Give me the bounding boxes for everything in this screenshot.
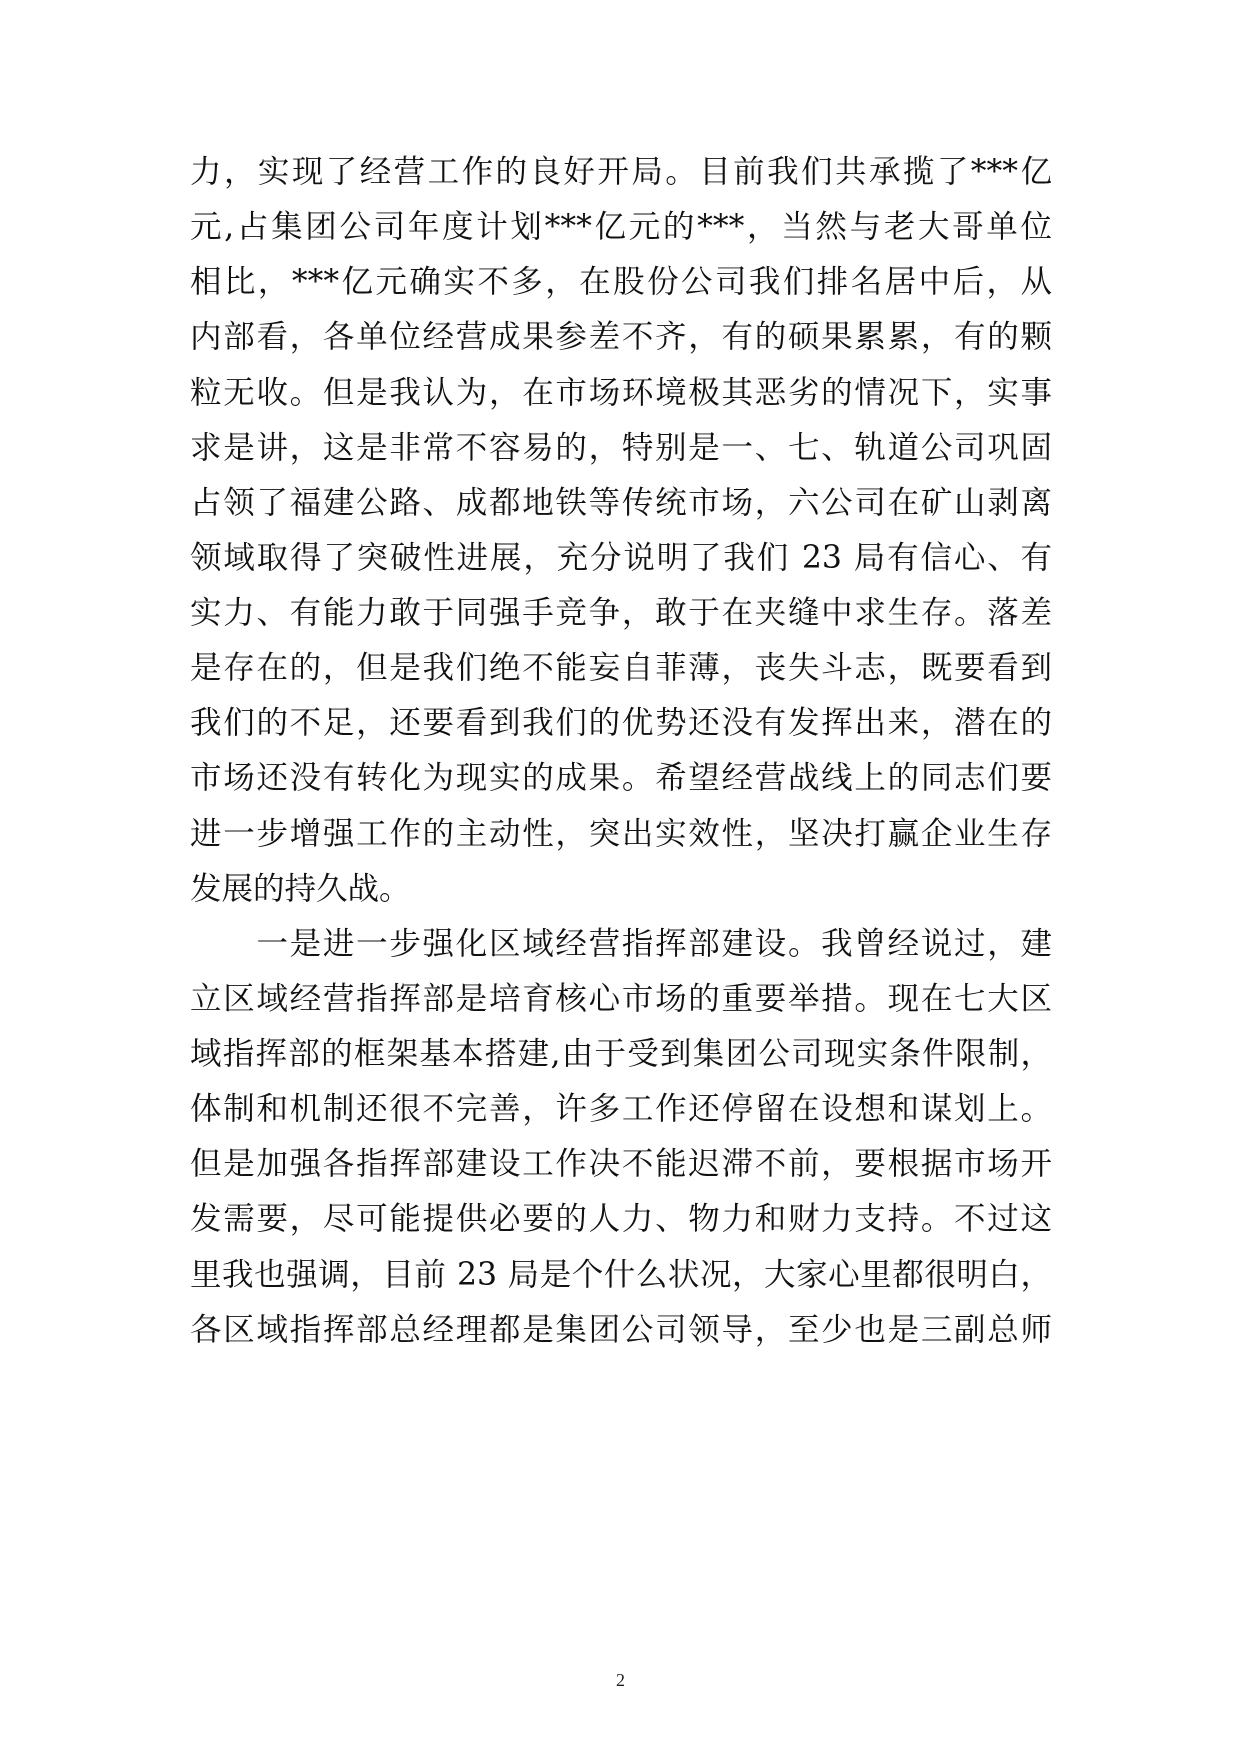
text-line: 领域取得了突破性进展，充分说明了我们 23 局有信心、有 bbox=[190, 540, 1052, 576]
text-line: 一是进一步强化区域经营指挥部建设。我曾经说过，建 bbox=[190, 926, 1052, 962]
text-line: 但是加强各指挥部建设工作决不能迟滞不前，要根据市场开 bbox=[190, 1146, 1052, 1182]
text-line: 实力、有能力敢于同强手竞争，敢于在夹缝中求生存。落差 bbox=[190, 595, 1052, 631]
text-line: 元,占集团公司年度计划***亿元的***，当然与老大哥单位 bbox=[190, 209, 1052, 245]
text-line: 各区域指挥部总经理都是集团公司领导，至少也是三副总师 bbox=[190, 1312, 1052, 1348]
text-line: 里我也强调，目前 23 局是个什么状况，大家心里都很明白， bbox=[190, 1257, 1052, 1293]
text-line: 市场还没有转化为现实的成果。希望经营战线上的同志们要 bbox=[190, 760, 1052, 796]
text-line: 求是讲，这是非常不容易的，特别是一、七、轨道公司巩固 bbox=[190, 430, 1052, 466]
text-line: 内部看，各单位经营成果参差不齐，有的硕果累累，有的颗 bbox=[190, 319, 1052, 355]
text-line: 发需要，尽可能提供必要的人力、物力和财力支持。不过这 bbox=[190, 1201, 1052, 1237]
text-line: 力，实现了经营工作的良好开局。目前我们共承揽了***亿 bbox=[190, 154, 1052, 190]
text-line: 相比，***亿元确实不多，在股份公司我们排名居中后，从 bbox=[190, 264, 1052, 300]
text-line: 粒无收。但是我认为，在市场环境极其恶劣的情况下，实事 bbox=[190, 375, 1052, 411]
text-line: 我们的不足，还要看到我们的优势还没有发挥出来，潜在的 bbox=[190, 705, 1052, 741]
text-line: 是存在的，但是我们绝不能妄自菲薄，丧失斗志，既要看到 bbox=[190, 650, 1052, 686]
text-line: 进一步增强工作的主动性，突出实效性，坚决打赢企业生存 bbox=[190, 816, 1052, 852]
text-line: 体制和机制还很不完善，许多工作还停留在设想和谋划上。 bbox=[190, 1091, 1052, 1127]
text-line: 域指挥部的框架基本搭建,由于受到集团公司现实条件限制， bbox=[190, 1036, 1052, 1072]
text-line: 发展的持久战。 bbox=[190, 871, 411, 907]
text-line: 立区域经营指挥部是培育核心市场的重要举措。现在七大区 bbox=[190, 981, 1052, 1017]
text-line: 占领了福建公路、成都地铁等传统市场，六公司在矿山剥离 bbox=[190, 485, 1052, 521]
page-number: 2 bbox=[616, 1670, 625, 1690]
